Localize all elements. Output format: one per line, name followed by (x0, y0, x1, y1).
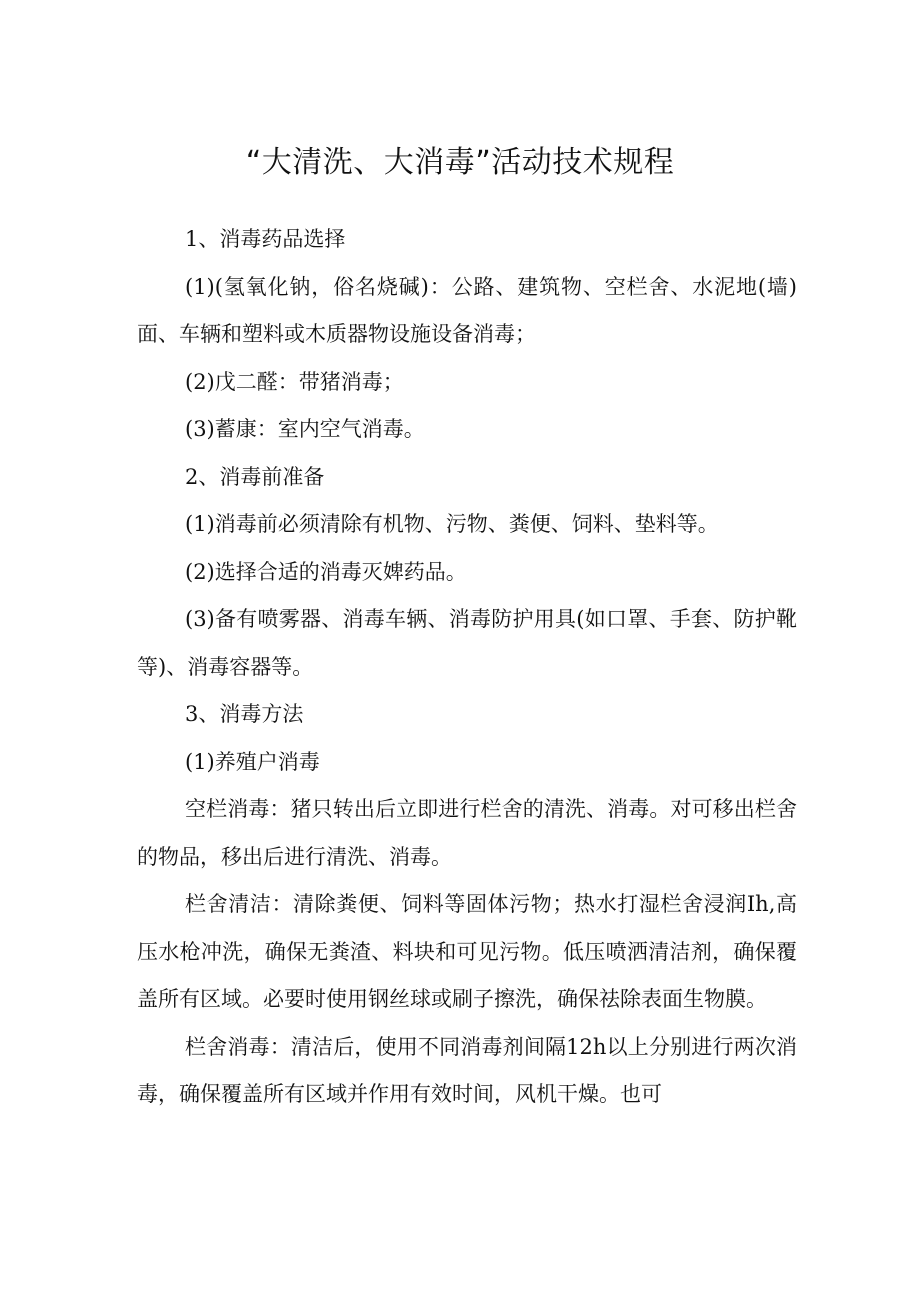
document-body (137, 216, 797, 1119)
section-heading-1: 1、消毒药品选择 (185, 227, 346, 251)
paragraph-item: 空栏消毒：猪只转出后立即进行栏舍的清洗、消毒。对可移出栏舍的物品，移出后进行清洗、消毒。 (137, 797, 797, 869)
section-heading-3: 3、消毒方法 (185, 702, 304, 726)
paragraph-item: 栏舍清洁：清除粪便、饲料等固体污物；热水打湿栏舍浸润Ih,高压水枪冲洗，确保无粪渣、料块和可见污物。低压喷洒清洁剂，确保覆盖所有区域。必要时使用钢丝球或刷子擦洗，确保祛除表面生物膜。 (137, 892, 797, 1011)
paragraph-item: (1)(氢氧化钠，俗名烧碱)：公路、建筑物、空栏舍、水泥地(墙)面、车辆和塑料或木质器物设施设备消毒； (137, 274, 797, 346)
paragraph-item: (1)养殖户消毒 (185, 749, 320, 774)
paragraph-item: (1)消毒前必须清除有机物、污物、粪便、饲料、垫料等。 (185, 512, 719, 536)
paragraph-item: (3)备有喷雾器、消毒车辆、消毒防护用具(如口罩、手套、防护靴等)、消毒容器等。 (137, 607, 797, 679)
document-title: “大清洗、大消毒”活动技术规程 (245, 145, 675, 180)
paragraph-item: 栏舍消毒：清洁后，使用不同消毒剂间隔12h以上分别进行两次消毒，确保覆盖所有区域并作用有效时间，风机干燥。也可 (137, 1034, 797, 1106)
paragraph-item: (3)蓄康：室内空气消毒。 (185, 417, 425, 441)
paragraph-item: (2)戊二醛：带猪消毒； (185, 369, 404, 394)
paragraph-item: (2)选择合适的消毒灭婢药品。 (185, 559, 467, 584)
section-heading-2: 2、消毒前准备 (185, 464, 325, 489)
